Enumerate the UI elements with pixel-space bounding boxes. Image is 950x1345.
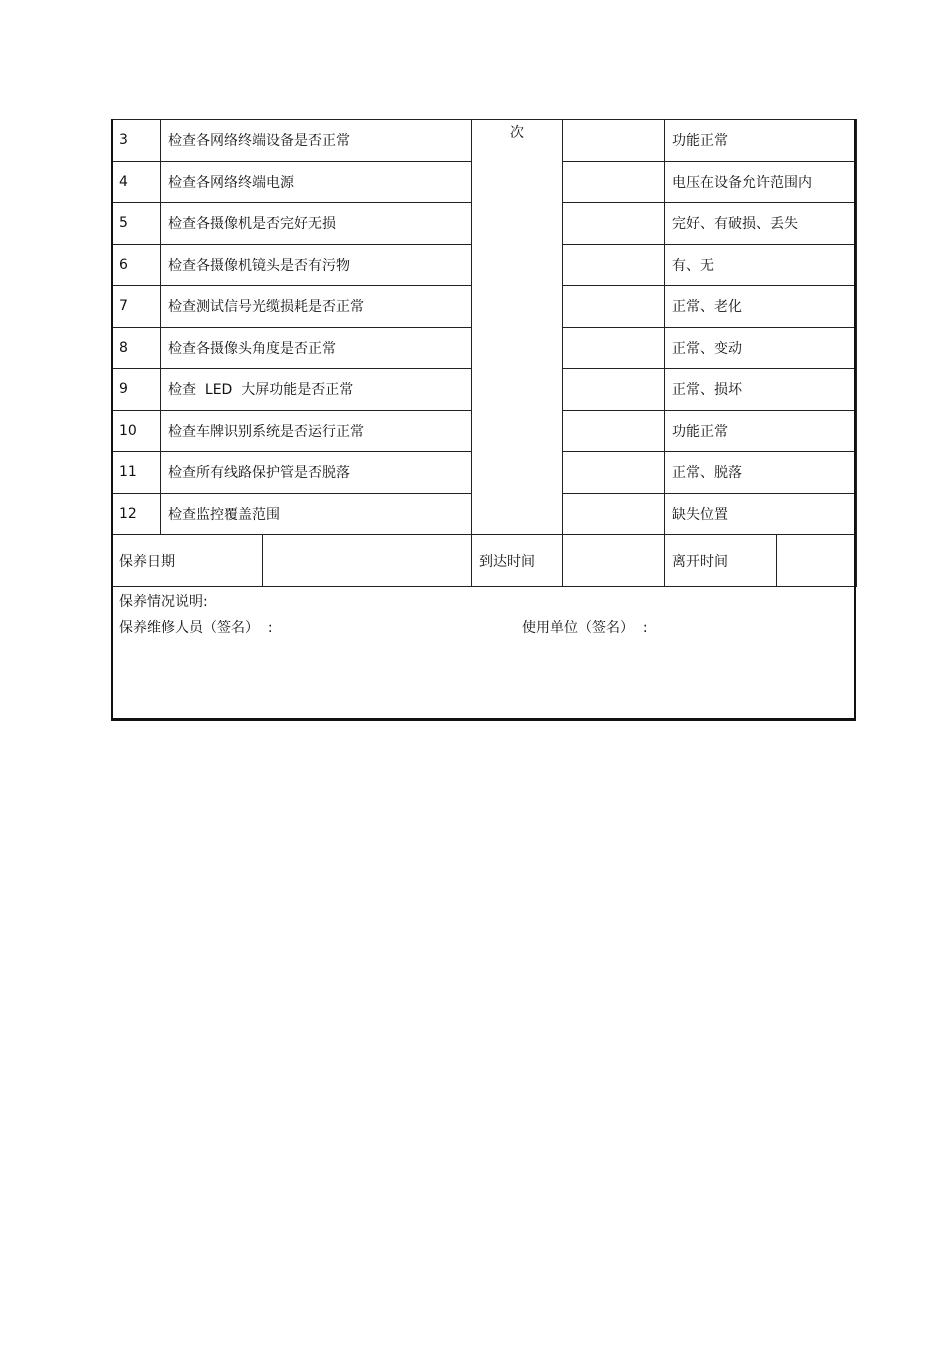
record-cell[interactable] <box>563 493 665 535</box>
result-standard: 缺失位置 <box>665 493 857 535</box>
result-standard: 完好、有破损、丢失 <box>665 203 857 245</box>
record-cell[interactable] <box>563 161 665 203</box>
inspection-rows <box>112 120 857 587</box>
inspection-item: 检查各摄像头角度是否正常 <box>161 327 472 369</box>
outer-border-right <box>854 119 856 720</box>
item-number: 5 <box>112 203 161 245</box>
record-cell[interactable] <box>563 120 665 162</box>
item-number: 12 <box>112 493 161 535</box>
result-standard: 正常、老化 <box>665 286 857 328</box>
departure-time-label: 离开时间 <box>665 535 777 587</box>
inspection-item: 检查各网络终端电源 <box>161 161 472 203</box>
record-cell[interactable] <box>563 410 665 452</box>
result-standard: 正常、损坏 <box>665 369 857 411</box>
item-number: 3 <box>112 120 161 162</box>
inspection-item: 检查 LED 大屏功能是否正常 <box>161 369 472 411</box>
inspection-item: 检查各网络终端设备是否正常 <box>161 120 472 162</box>
inspection-item: 检查各摄像机是否完好无损 <box>161 203 472 245</box>
item-number: 7 <box>112 286 161 328</box>
record-cell[interactable] <box>563 452 665 494</box>
result-standard: 有、无 <box>665 244 857 286</box>
item-number: 4 <box>112 161 161 203</box>
item-number: 6 <box>112 244 161 286</box>
record-cell[interactable] <box>563 286 665 328</box>
inspection-table <box>111 119 857 587</box>
record-cell[interactable] <box>563 327 665 369</box>
record-cell[interactable] <box>563 203 665 245</box>
departure-time-field[interactable] <box>777 535 857 587</box>
maintenance-record-sheet <box>111 119 856 721</box>
inspection-item: 检查车牌识别系统是否运行正常 <box>161 410 472 452</box>
outer-border-left <box>111 119 113 720</box>
table-row <box>112 120 857 162</box>
inspection-item: 检查各摄像机镜头是否有污物 <box>161 244 472 286</box>
frequency-cell: 次 <box>472 120 563 535</box>
arrival-time-label: 到达时间 <box>472 535 563 587</box>
item-number: 8 <box>112 327 161 369</box>
result-standard: 电压在设备允许范围内 <box>665 161 857 203</box>
inspection-item: 检查测试信号光缆损耗是否正常 <box>161 286 472 328</box>
user-unit-signature-label: 使用单位（签名） : <box>522 620 648 636</box>
result-standard: 正常、脱落 <box>665 452 857 494</box>
maintenance-date-label: 保养日期 <box>112 535 263 587</box>
maintenance-date-field[interactable] <box>263 535 472 587</box>
timing-row <box>112 535 857 587</box>
item-number: 9 <box>112 369 161 411</box>
maintainer-signature-label: 保养维修人员（签名） : <box>119 620 273 636</box>
arrival-time-field[interactable] <box>563 535 665 587</box>
record-cell[interactable] <box>563 244 665 286</box>
item-number: 11 <box>112 452 161 494</box>
maintenance-description-label: 保养情况说明: <box>119 594 208 610</box>
result-standard: 功能正常 <box>665 120 857 162</box>
result-standard: 正常、变动 <box>665 327 857 369</box>
record-cell[interactable] <box>563 369 665 411</box>
item-number: 10 <box>112 410 161 452</box>
inspection-item: 检查所有线路保护管是否脱落 <box>161 452 472 494</box>
maintenance-notes-box[interactable] <box>111 587 856 721</box>
inspection-item: 检查监控覆盖范围 <box>161 493 472 535</box>
result-standard: 功能正常 <box>665 410 857 452</box>
